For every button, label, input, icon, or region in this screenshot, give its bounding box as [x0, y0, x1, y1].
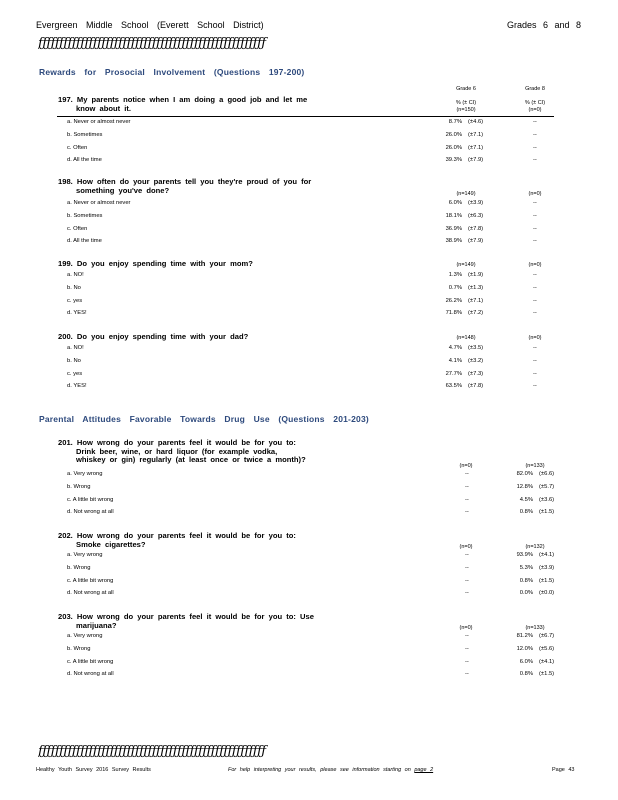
answer-row: [67, 381, 537, 391]
grade8-percent: 0.8%: [519, 577, 533, 584]
section-title-prosocial: Rewards for Prosocial Involvement (Questions 197-200): [39, 67, 305, 77]
answer-label: c. Often: [67, 144, 88, 151]
grade6-percent: 6.0%: [448, 200, 462, 206]
question-text: 197. My parents notice when I am doing a good job and let me: [58, 95, 308, 104]
grade8-percent: 12.8%: [516, 483, 533, 490]
grade6-ci: (±7.9): [468, 238, 484, 245]
question-text: 199. Do you enjoy spending time with your mom?: [58, 259, 253, 268]
grade6-ci: (±3.9): [468, 200, 484, 206]
answer-label: b. No: [67, 284, 81, 291]
grade6-ci: (±7.2): [468, 310, 484, 317]
answer-label: c. A little bit wrong: [67, 496, 114, 503]
grade6-percent: 0.7%: [448, 284, 462, 291]
grade6-ci: (±1.3): [468, 284, 484, 291]
grade6-ci: (±7.1): [468, 297, 484, 304]
n-grade6: (n=149): [456, 191, 476, 197]
answer-row: [67, 482, 555, 492]
grade8-percent: 82.0%: [516, 471, 533, 477]
answer-row: [67, 669, 555, 679]
grade8-dash: --: [533, 238, 537, 245]
grade6-ci: (±7.1): [468, 131, 484, 138]
grade6-dash: --: [465, 633, 469, 639]
answer-label: d. All the time: [67, 238, 102, 245]
answer-label: d. Not wrong at all: [67, 509, 114, 516]
grade8-dash: --: [533, 345, 537, 351]
answer-label: c. yes: [67, 297, 83, 304]
answer-row: [67, 369, 537, 379]
col-header-grade8: Grade 8: [525, 86, 545, 92]
grade8-dash: --: [533, 144, 537, 151]
grade6-dash: --: [465, 509, 469, 516]
answer-label: b. No: [67, 357, 81, 364]
question-201: [58, 439, 306, 465]
answer-label: c. A little bit wrong: [67, 577, 114, 584]
answer-row: [67, 507, 555, 517]
grade8-dash: --: [533, 284, 537, 291]
grade6-percent: 26.0%: [445, 144, 462, 151]
grade6-ci: (±7.1): [468, 144, 484, 151]
grade6-percent: 4.7%: [448, 345, 462, 351]
grade6-dash: --: [465, 564, 469, 571]
n-grade6: (n=0): [459, 625, 473, 631]
question-198: [58, 178, 311, 195]
question-text: 198. How often do your parents tell you they're proud of you for: [58, 177, 312, 186]
answer-row: [67, 155, 537, 165]
answer-label: b. Sometimes: [67, 131, 103, 138]
n-grade8: (n=0): [528, 335, 542, 341]
decorative-rule-bottom: ƒƒƒƒƒƒƒƒƒƒƒƒƒƒƒƒƒƒƒƒƒƒƒƒƒƒƒƒƒƒƒƒƒƒƒƒƒƒƒƒƒƒƒƒƒƒƒƒƒƒƒƒƒƒ: [38, 744, 266, 759]
question-text-cont: Drink beer, wine, or hard liquor (for example vodka,: [76, 446, 278, 456]
grade8-dash: --: [533, 370, 537, 377]
answer-row: [67, 198, 537, 208]
answer-label: c. Often: [67, 225, 88, 232]
answer-label: b. Sometimes: [67, 212, 103, 219]
n-grade8: (n=133): [525, 625, 545, 631]
footer-survey: Healthy Youth Survey 2016 Survey Results: [36, 767, 151, 773]
grade6-percent: 8.7%: [448, 119, 462, 125]
question-text-cont: know about it.: [76, 103, 132, 113]
n-grade8: (n=132): [525, 544, 545, 550]
answer-label: d. YES!: [67, 310, 87, 317]
answer-label: a. NO!: [67, 345, 84, 351]
grade6-percent: 4.1%: [448, 357, 462, 364]
grade8-ci: (±1.5): [539, 577, 555, 584]
answer-row: [67, 495, 555, 505]
grade6-percent: 18.1%: [445, 212, 462, 219]
grade8-dash: --: [533, 310, 537, 317]
grade8-ci: (±0.0): [539, 590, 555, 597]
n-grade6: (n=149): [456, 262, 476, 268]
answer-label: a. Very wrong: [67, 471, 103, 477]
grade6-dash: --: [465, 577, 469, 584]
answer-label: b. Wrong: [67, 483, 91, 490]
footer-page-number: Page 43: [552, 767, 575, 773]
grade6-dash: --: [465, 483, 469, 490]
answer-row: [67, 588, 555, 598]
grade8-ci: (±1.5): [539, 671, 555, 678]
decorative-rule-top: ƒƒƒƒƒƒƒƒƒƒƒƒƒƒƒƒƒƒƒƒƒƒƒƒƒƒƒƒƒƒƒƒƒƒƒƒƒƒƒƒƒƒƒƒƒƒƒƒƒƒƒƒƒƒ: [38, 36, 266, 51]
answer-row: [67, 469, 555, 479]
grade6-dash: --: [465, 552, 469, 558]
question-199: [58, 260, 253, 269]
grade6-dash: --: [465, 645, 469, 652]
grade6-ci: (±7.8): [468, 225, 484, 232]
answer-row: [67, 563, 555, 573]
grade8-percent: 0.8%: [519, 509, 533, 516]
grade6-ci: (±3.5): [468, 345, 484, 351]
question-text: 200. Do you enjoy spending time with your dad?: [58, 332, 249, 341]
grade6-ci: (±7.3): [468, 370, 484, 377]
question-text-cont: marijuana?: [76, 620, 117, 630]
grade6-percent: 63.5%: [445, 383, 462, 390]
n-grade6: (n=150): [456, 107, 476, 113]
question-202: [58, 532, 296, 549]
question-200: [58, 333, 248, 342]
answer-label: b. Wrong: [67, 564, 91, 571]
question-text: 203. How wrong do your parents feel it would be for you to: Use: [58, 612, 314, 621]
grade8-percent: 6.0%: [519, 658, 533, 665]
grade6-dash: --: [465, 471, 469, 477]
question-text-cont: Smoke cigarettes?: [76, 539, 146, 549]
grade8-dash: --: [533, 357, 537, 364]
footer-help-text: For help interpreting your results, please see information starting on: [228, 767, 411, 773]
grade8-dash: --: [533, 157, 537, 164]
grade8-percent: 93.9%: [516, 552, 533, 558]
header-grades: Grades 6 and 8: [507, 20, 582, 30]
answer-label: c. yes: [67, 370, 83, 377]
n-grade6: (n=0): [459, 463, 473, 469]
n-grade8: (n=0): [528, 191, 542, 197]
grade6-dash: --: [465, 658, 469, 665]
grade8-ci: (±6.6): [539, 471, 555, 477]
grade6-percent: 39.3%: [445, 157, 462, 164]
grade8-ci: (±3.9): [539, 564, 555, 571]
grade6-percent: 1.3%: [448, 272, 462, 278]
grade6-percent: 26.0%: [445, 131, 462, 138]
question-203: [58, 613, 314, 630]
answer-label: a. Very wrong: [67, 633, 103, 639]
grade6-ci: (±1.9): [468, 272, 484, 278]
grade6-dash: --: [465, 496, 469, 503]
grade6-percent: 71.8%: [445, 310, 462, 317]
grade8-percent: 4.5%: [519, 496, 533, 503]
grade8-ci: (±6.7): [539, 633, 555, 639]
answer-label: b. Wrong: [67, 645, 91, 652]
col-pct-ci-grade8: % (± CI): [524, 100, 546, 106]
answer-label: d. Not wrong at all: [67, 671, 114, 678]
n-grade8: (n=133): [525, 463, 545, 469]
grade8-dash: --: [533, 297, 537, 304]
question-text: 202. How wrong do your parents feel it would be for you to:: [58, 531, 296, 540]
answer-row: [67, 308, 537, 318]
question-text-cont: something you've done?: [76, 185, 170, 195]
question-text-cont2: whiskey or gin) regularly (at least once or twice a month)?: [76, 455, 306, 464]
answer-row: [67, 644, 555, 654]
answer-label: c. A little bit wrong: [67, 658, 114, 665]
answer-row: [67, 343, 537, 353]
n-grade6: (n=148): [456, 335, 476, 341]
grade6-ci: (±7.9): [468, 157, 484, 164]
grade8-ci: (±4.1): [539, 658, 555, 665]
grade6-ci: (±3.2): [468, 357, 484, 364]
grade6-dash: --: [465, 671, 469, 678]
answer-row: [67, 550, 555, 560]
answer-label: a. Never or almost never: [67, 200, 131, 206]
grade8-percent: 0.8%: [519, 671, 533, 678]
grade6-percent: 26.2%: [445, 297, 462, 304]
header-school: Evergreen Middle School (Everett School District): [36, 20, 264, 30]
question-text: 201. How wrong do your parents feel it would be for you to:: [58, 438, 296, 447]
answer-label: a. Never or almost never: [67, 119, 131, 125]
answer-row: [67, 143, 537, 153]
grade6-percent: 36.9%: [445, 225, 462, 232]
col-header-grade6: Grade 6: [456, 86, 476, 92]
grade8-ci: (±4.1): [539, 552, 555, 558]
grade6-dash: --: [465, 590, 469, 597]
answer-label: d. All the time: [67, 157, 102, 164]
answer-label: d. Not wrong at all: [67, 590, 114, 597]
section-title-parental-attitudes: Parental Attitudes Favorable Towards Drug Use (Questions 201-203): [39, 414, 369, 424]
n-grade6: (n=0): [459, 544, 473, 550]
answer-label: a. Very wrong: [67, 552, 103, 558]
answer-row: [67, 270, 537, 280]
grade8-ci: (±5.7): [539, 483, 555, 490]
answer-row: [67, 657, 555, 667]
grade8-ci: (±3.6): [539, 496, 555, 503]
grade8-dash: --: [533, 272, 537, 278]
n-grade8: (n=0): [528, 107, 542, 113]
grade8-dash: --: [533, 383, 537, 390]
answer-row: [67, 356, 537, 366]
answer-label: d. YES!: [67, 383, 87, 390]
grade8-dash: --: [533, 119, 537, 125]
grade8-percent: 5.3%: [519, 564, 533, 571]
grade8-dash: --: [533, 212, 537, 219]
grade6-ci: (±4.6): [468, 119, 484, 125]
answer-row: [67, 296, 537, 306]
footer-help: [228, 767, 433, 773]
grade8-percent: 81.2%: [516, 633, 533, 639]
answer-row: [67, 211, 537, 221]
answer-row: [67, 224, 537, 234]
answer-row: [67, 236, 537, 246]
answer-label: a. NO!: [67, 272, 84, 278]
grade8-dash: --: [533, 131, 537, 138]
grade8-ci: (±1.5): [539, 509, 555, 516]
grade8-dash: --: [533, 200, 537, 206]
answer-row: [67, 576, 555, 586]
grade6-percent: 27.7%: [445, 370, 462, 377]
answer-row: [67, 631, 555, 641]
grade6-ci: (±7.8): [468, 383, 484, 390]
footer-page-link[interactable]: page 2: [414, 767, 434, 773]
n-grade8: (n=0): [528, 262, 542, 268]
grade8-percent: 12.0%: [516, 645, 533, 652]
grade6-percent: 38.9%: [445, 238, 462, 245]
answer-row: [67, 117, 537, 127]
col-pct-ci-grade6: % (± CI): [455, 100, 477, 106]
answer-row: [67, 283, 537, 293]
grade8-dash: --: [533, 225, 537, 232]
answer-row: [67, 130, 537, 140]
grade8-ci: (±5.6): [539, 645, 555, 652]
question-197: [58, 96, 307, 113]
grade6-ci: (±6.3): [468, 212, 484, 219]
grade8-percent: 0.0%: [519, 590, 533, 597]
